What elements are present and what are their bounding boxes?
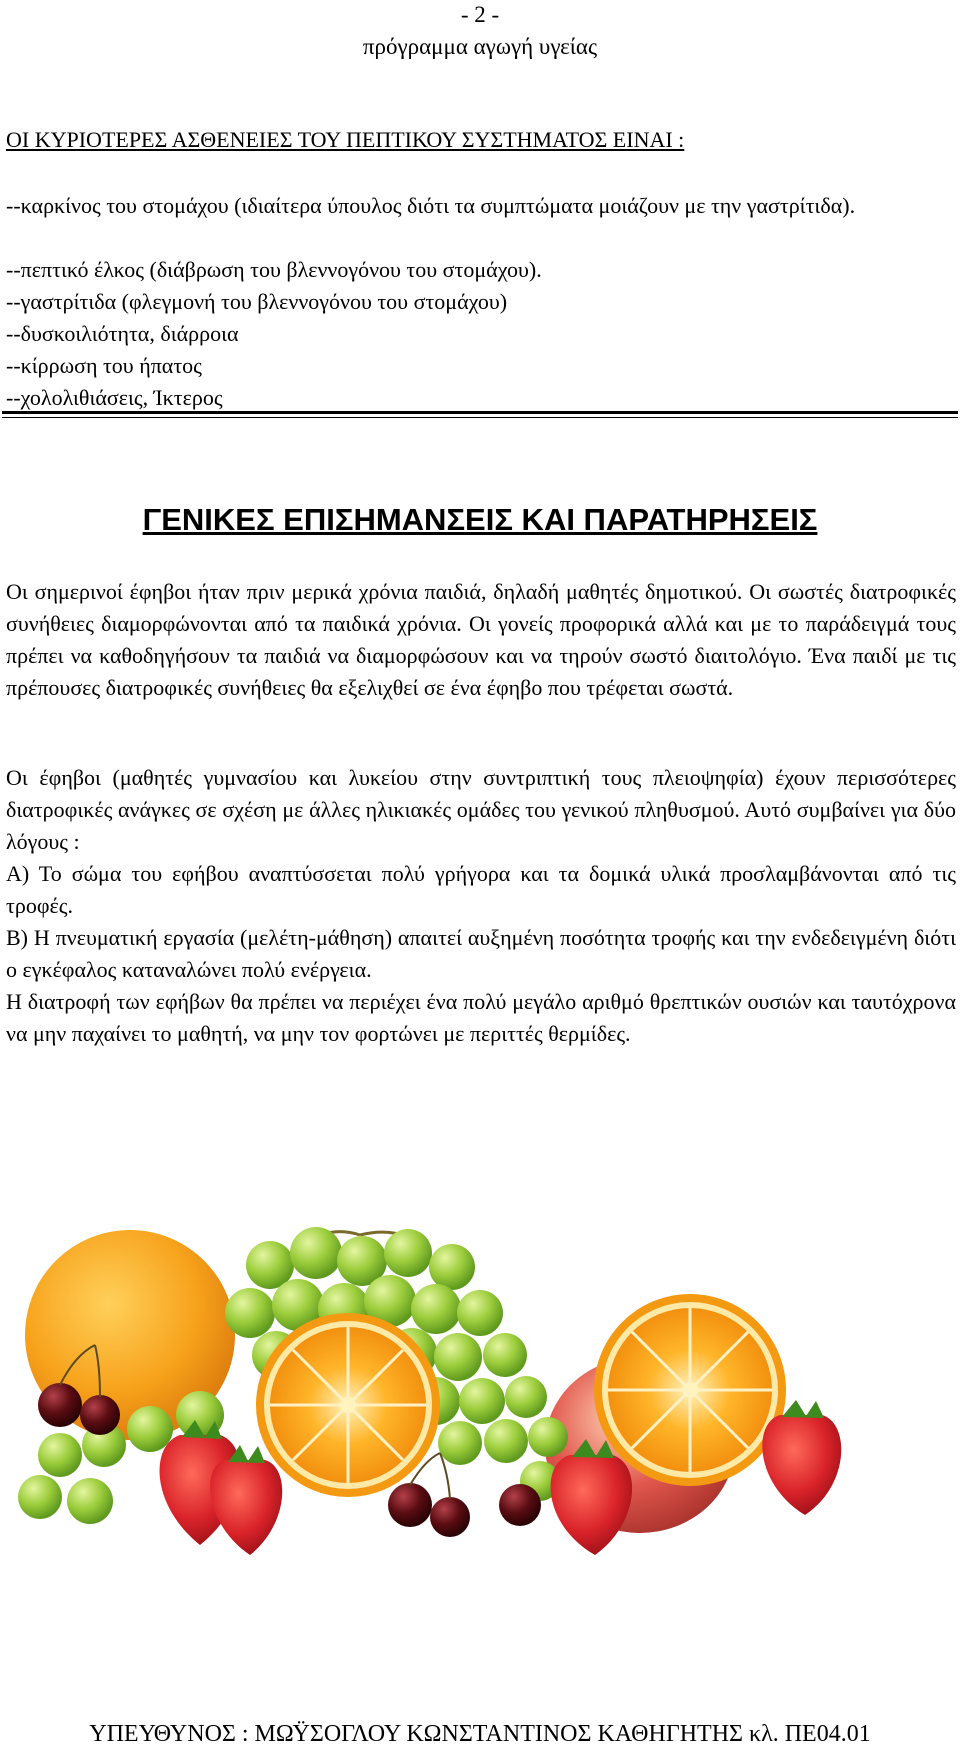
footer-author: ΥΠΕΥΘΥΝΟΣ : ΜΩΫΣΟΓΛΟΥ ΚΩΝΣΤΑΝΤΙΝΟΣ ΚΑΘΗΓΗΤΗΣ κλ. ΠΕ04.01 <box>89 1721 871 1747</box>
disease-item: --δυσκοιλιότητα, διάρροια <box>6 321 239 346</box>
section-divider <box>2 411 958 414</box>
point-a: Α) Το σώμα του εφήβου αναπτύσσεται πολύ γρήγορα και τα δομικά υλικά προσλαμβάνονται από τις τροφές. <box>6 861 956 918</box>
section-divider <box>2 417 958 418</box>
disease-item: --κίρρωση του ήπατος <box>6 353 202 378</box>
disease-item: --χολολιθιάσεις, Ίκτερος <box>6 385 223 410</box>
disease-item: --καρκίνος του στομάχου (ιδιαίτερα ύπουλος διότι τα συμπτώματα μοιάζουν με την γαστρίτιδα). <box>6 193 856 218</box>
disease-item: --γαστρίτιδα (φλεγμονή του βλεννογόνου του στομάχου) <box>6 289 508 314</box>
general-heading: ΓΕΝΙΚΕΣ ΕΠΙΣΗΜΑΝΣΕΙΣ ΚΑΙ ΠΑΡΑΤΗΡΗΣΕΙΣ <box>142 502 818 537</box>
orange-slice <box>594 1294 786 1486</box>
orange-slice <box>256 1313 440 1497</box>
point-b: Β) Η πνευματική εργασία (μελέτη-μάθηση) απαιτεί αυξημένη ποσότητα τροφής και την ενδεδειγμένη διότι ο εγκέφαλος καταναλώνει πολύ ενέργεια. <box>6 925 956 982</box>
paragraph: Οι έφηβοι (μαθητές γυμνασίου και λυκείου στην συντριπτική τους πλειοψηφία) έχουν περισσότερες διατροφικές ανάγκες σε σχέση με άλλες ηλικιακές ομάδες του γενικού πληθυσμού. Αυτό συμβαίνει για δύο λόγους : <box>6 765 956 854</box>
page-number: - 2 - <box>460 2 500 27</box>
disease-item: --πεπτικό έλκος (διάβρωση του βλεννογόνου του στομάχου). <box>6 257 542 282</box>
diseases-heading: ΟΙ ΚΥΡΙΟΤΕΡΕΣ ΑΣΘΕΝΕΙΕΣ ΤΟΥ ΠΕΠΤΙΚΟΥ ΣΥΣΤΗΜΑΤΟΣ ΕΙΝΑΙ : <box>6 127 685 152</box>
paragraph: Η διατροφή των εφήβων θα πρέπει να περιέχει ένα πολύ μεγάλο αριθμό θρεπτικών ουσιών και ταυτόχρονα να μην παχαίνει το μαθητή, να μην τον φορτώνει με περιττές θερμίδες. <box>6 989 956 1046</box>
document-subtitle: πρόγραμμα αγωγή υγείας <box>362 34 598 59</box>
paragraph: Οι σημερινοί έφηβοι ήταν πριν μερικά χρόνια παιδιά, δηλαδή μαθητές δημοτικού. Οι σωστές διατροφικές συνήθειες διαμορφώνονται από τα παιδικά χρόνια. Οι γονείς προφορικά αλλά και με το παράδειγμά τους πρέπει να καθοδηγήσουν τα παιδιά να διαμορφώσουν και να τηρούν σωστό διαιτολόγιο. Ένα παιδί με τις πρέπουσες διατροφικές συνήθειες θα εξελιχθεί σε ένα έφηβο που τρέφεται σωστά. <box>6 579 956 700</box>
fruit-illustration <box>0 1205 960 1565</box>
